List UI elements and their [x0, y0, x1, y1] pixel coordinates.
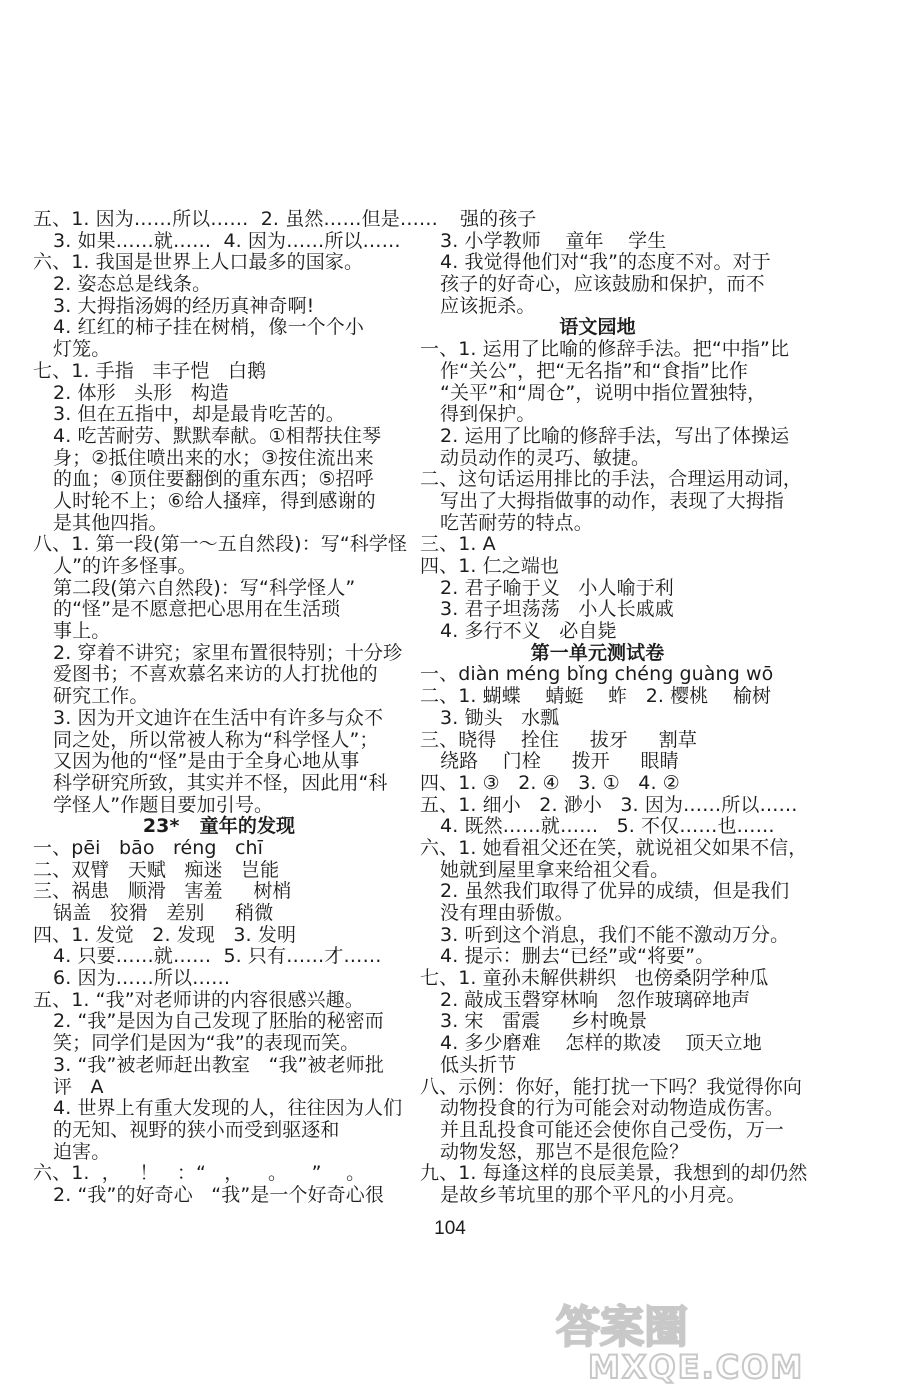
answer-line: 3. 大拇指汤姆的经历真神奇啊!	[53, 294, 315, 317]
answer-line: 笑；同学们是因为“我”的表现而笑。	[53, 1032, 360, 1055]
answer-line: 一、pēi bāo réng chī	[33, 836, 264, 859]
answer-line: “关平”和“周仓”，说明中指位置独特，	[440, 381, 767, 404]
right-column	[420, 208, 808, 1207]
answer-line: 3. 但在五指中，却是最肯吃苦的。	[53, 403, 345, 426]
answer-line: 4. 吃苦耐劳、默默奉献。①相帮扶住琴	[53, 424, 382, 447]
answer-line: 3. 如果……就…… 4. 因为……所以……	[53, 229, 401, 252]
answer-line: 人”的许多怪事。	[53, 555, 197, 577]
page-number: 104	[434, 1218, 466, 1239]
answer-line: 3. 听到这个消息，我们不能不激动万分。	[440, 923, 790, 946]
answer-line: 二、这句话运用排比的手法，合理运用动词，	[420, 468, 803, 491]
section-heading: 语文园地	[559, 316, 636, 339]
answer-line: 2. 运用了比喻的修辞手法，写出了体操运	[440, 424, 790, 447]
answer-line: 4. 世界上有重大发现的人，往往因为人们	[53, 1097, 403, 1120]
answer-line: 五、1. 细小 2. 渺小 3. 因为……所以……	[420, 793, 798, 816]
answer-line: 得到保护。	[440, 403, 536, 426]
answer-line: 六、1. 她看祖父还在笑，就说祖父如果不信，	[420, 836, 808, 859]
answer-line: 2. “我”是因为自己发现了胚胎的秘密而	[53, 1010, 384, 1033]
answer-line: 迫害。	[53, 1140, 111, 1163]
answer-line: 动物发怒，那岂不是很危险？	[440, 1140, 689, 1163]
answer-line: 三、祸患 顺滑 害羞 树梢	[33, 880, 292, 903]
answer-line: 九、1. 每逢这样的良辰美景，我想到的却仍然	[420, 1162, 808, 1185]
answer-line: 学怪人”作题目要加引号。	[53, 793, 274, 816]
answer-line: 并且乱投食可能还会使你自己受伤，万一	[440, 1118, 784, 1141]
answer-line: 3. “我”被老师赶出教室 “我”被老师批	[53, 1053, 384, 1076]
answer-line: 人时轮不上；⑥给人搔痒，得到感谢的	[53, 489, 376, 512]
answer-line: 六、1. ， ！ ：“ ， 。 ” 。	[33, 1162, 366, 1185]
left-column	[33, 208, 439, 1207]
answer-line: 爱图书；不喜欢慕名来访的人打扰他的	[53, 663, 378, 686]
answer-line: 强的孩子	[460, 208, 537, 230]
answer-line: 写出了大拇指做事的动作，表现了大拇指	[440, 489, 784, 512]
answer-line: 没有理由骄傲。	[440, 902, 574, 924]
answer-line: 八、示例：你好，能打扰一下吗？我觉得你向	[420, 1075, 803, 1098]
answer-line: 五、1. 因为……所以…… 2. 虽然……但是……	[33, 208, 439, 230]
answer-line: 二、双臂 天赋 痴迷 岂能	[33, 858, 280, 881]
answer-line: 吃苦耐劳的特点。	[440, 511, 593, 534]
answer-line: 五、1. “我”对老师讲的内容很感兴趣。	[33, 988, 364, 1011]
answer-line: 3. 因为开文迪许在生活中有许多与众不	[53, 706, 384, 729]
answer-line: 一、diàn méng bǐng chéng guàng wō	[420, 663, 774, 686]
answer-line: 七、1. 手指 丰子恺 白鹅	[33, 359, 267, 382]
answer-line: 3. 锄头 水瓢	[440, 706, 560, 729]
answer-line: 4. 红红的柿子挂在树梢，像一个个小	[53, 316, 364, 339]
answer-line: 三、晓得 拴住 拔牙 割草	[420, 728, 697, 751]
section-heading: 23* 童年的发现	[142, 815, 296, 838]
answer-line: 是其他四指。	[53, 511, 168, 534]
answer-line: 2. 体形 头形 构造	[53, 381, 229, 404]
answer-line: 研究工作。	[53, 685, 149, 708]
answer-line: 又因为他的“怪”是由于全身心地从事	[53, 750, 360, 773]
watermark-main-text: 答案圈	[556, 1302, 688, 1353]
answer-line: 四、1. ③ 2. ④ 3. ① 4. ②	[420, 771, 680, 794]
answer-line: 一、1. 运用了比喻的修辞手法。把“中指”比	[420, 338, 790, 361]
answer-line: 六、1. 我国是世界上人口最多的国家。	[33, 251, 364, 274]
answer-line: 2. 君子喻于义 小人喻于利	[440, 576, 674, 599]
watermark-url-text: MXQE.COM	[588, 1348, 805, 1384]
answer-line: 身；②抵住喷出来的水；③按住流出来	[53, 446, 374, 469]
answer-line: 的“怪”是不愿意把心思用在生活琐	[53, 598, 341, 621]
answer-line: 4. 既然……就…… 5. 不仅……也……	[440, 815, 775, 838]
answer-line: 灯笼。	[53, 338, 111, 361]
answer-line: 动物投食的行为可能会对动物造成伤害。	[440, 1097, 784, 1120]
answer-line: 评 A	[53, 1075, 104, 1098]
answer-line: 七、1. 童孙未解供耕织 也傍桑阴学种瓜	[420, 967, 769, 990]
answer-line: 孩子的好奇心，应该鼓励和保护，而不	[440, 273, 765, 296]
answer-line: 6. 因为……所以……	[53, 967, 231, 990]
answer-line: 作“关公”，把“无名指”和“食指”比作	[440, 359, 748, 382]
answer-line: 2. 姿态总是线条。	[53, 273, 212, 296]
section-heading: 第一单元测试卷	[530, 641, 665, 664]
answer-line: 的无知、视野的狭小而受到驱逐和	[53, 1118, 340, 1141]
answer-line: 三、1. A	[420, 533, 496, 556]
answer-line: 第二段(第六自然段)：写“科学怪人”	[53, 576, 356, 599]
answer-line: 动员动作的灵巧、敏捷。	[440, 446, 651, 469]
answer-line: 八、1. 第一段(第一～五自然段)：写“科学怪	[33, 533, 408, 556]
answer-line: 3. 宋 雷震 乡村晚景	[440, 1010, 648, 1033]
answer-line: 绕路 门栓 拨开 眼睛	[440, 750, 679, 773]
answer-line: 4. 提示：删去“已经”或“将要”。	[440, 945, 715, 968]
answer-line: 4. 多行不义 必自毙	[440, 620, 617, 643]
answer-line: 她就到屋里拿来给祖父看。	[440, 858, 670, 881]
answer-line: 锅盖 狡猾 差别 稍微	[53, 902, 274, 924]
answer-line: 2. 穿着不讲究；家里布置很特别；十分珍	[53, 641, 403, 664]
answer-line: 4. 多少磨难 怎样的欺凌 顶天立地	[440, 1032, 762, 1055]
answer-line: 2. 敲成玉磬穿林响 忽作玻璃碎地声	[440, 988, 751, 1011]
answer-line: 二、1. 蝴蝶 蜻蜓 蚱 2. 樱桃 榆树	[420, 685, 772, 708]
answer-line: 4. 我觉得他们对“我”的态度不对。对于	[440, 251, 771, 274]
answer-line: 四、1. 发觉 2. 发现 3. 发明	[33, 923, 297, 946]
answer-line: 3. 小学教师 童年 学生	[440, 229, 667, 252]
answer-line: 2. 虽然我们取得了优异的成绩，但是我们	[440, 880, 790, 903]
watermark-logo	[548, 1296, 888, 1384]
answer-line: 是故乡苇坑里的那个平凡的小月亮。	[440, 1183, 746, 1206]
answer-line: 事上。	[53, 620, 111, 643]
answer-line: 四、1. 仁之端也	[420, 555, 560, 577]
answer-line: 低头折节	[440, 1053, 517, 1076]
answer-line: 科学研究所致，其实并不怪，因此用“科	[53, 771, 388, 794]
answer-line: 2. “我”的好奇心 “我”是一个好奇心很	[53, 1183, 384, 1206]
answer-line: 的血；④顶住要翻倒的重东西；⑤招呼	[53, 468, 374, 491]
answer-line: 4. 只要……就…… 5. 只有……才……	[53, 945, 382, 968]
answer-line: 应该扼杀。	[440, 294, 536, 317]
answer-line: 同之处，所以常被人称为“科学怪人”；	[53, 728, 379, 751]
answer-line: 3. 君子坦荡荡 小人长戚戚	[440, 598, 674, 621]
